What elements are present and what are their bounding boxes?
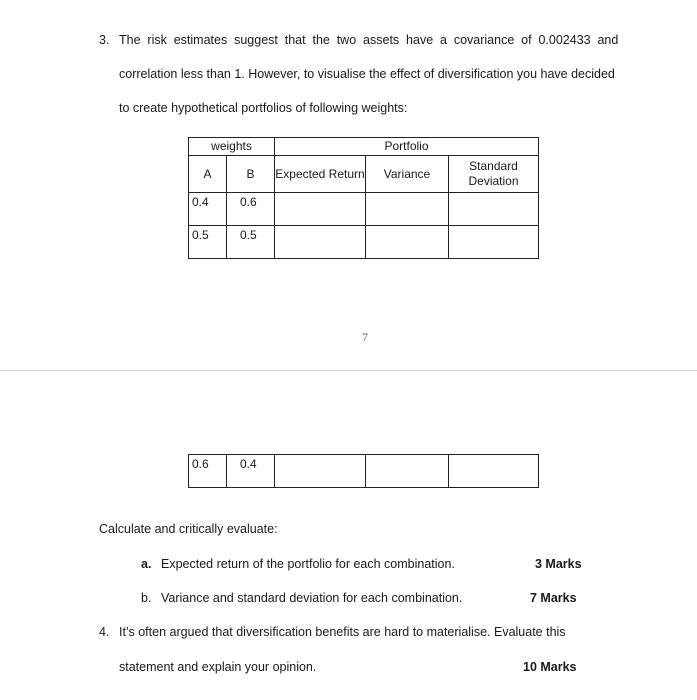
- part-b-letter: b.: [141, 591, 152, 605]
- std-dev-cell: [449, 455, 539, 488]
- expected-return-header: Expected Return: [275, 156, 366, 193]
- std-dev-cell: [449, 193, 539, 226]
- weight-a-cell: 0.4: [189, 193, 227, 226]
- question-4-number: 4.: [99, 625, 110, 639]
- question-4-marks: 10 Marks: [523, 660, 577, 674]
- expected-return-cell: [275, 226, 366, 259]
- weight-a-cell: 0.6: [189, 455, 227, 488]
- part-a-text: Expected return of the portfolio for each combination.: [161, 557, 455, 571]
- weight-b-cell: 0.6: [227, 193, 275, 226]
- question-3-line-2: correlation less than 1. However, to visualise the effect of diversification you have decided: [119, 67, 615, 81]
- variance-cell: [366, 455, 449, 488]
- question-3-line-3: to create hypothetical portfolios of following weights:: [119, 101, 408, 115]
- part-a-letter: a.: [141, 557, 152, 571]
- page-number: 7: [362, 330, 368, 344]
- page-divider: [0, 370, 697, 371]
- question-3-line-1: The risk estimates suggest that the two assets have a covariance of 0.002433 and: [119, 33, 619, 47]
- expected-return-cell: [275, 193, 366, 226]
- variance-cell: [366, 193, 449, 226]
- table-row: [189, 455, 539, 488]
- weights-table-continued: [188, 454, 539, 488]
- question-3-number: 3.: [99, 33, 110, 47]
- instructions: Calculate and critically evaluate:: [99, 522, 278, 536]
- weight-a-cell: 0.5: [189, 226, 227, 259]
- part-b-marks: 7 Marks: [530, 591, 577, 605]
- weight-b-cell: 0.5: [227, 226, 275, 259]
- part-a-marks: 3 Marks: [535, 557, 582, 571]
- table-row: [189, 226, 539, 259]
- weights-table: [188, 137, 539, 259]
- variance-cell: [366, 226, 449, 259]
- part-b-text: Variance and standard deviation for each combination.: [161, 591, 463, 605]
- expected-return-cell: [275, 455, 366, 488]
- column-a-header: A: [189, 156, 227, 193]
- std-dev-header: Standard Deviation: [449, 156, 539, 193]
- variance-header: Variance: [366, 156, 449, 193]
- table-row: [189, 193, 539, 226]
- question-4-line-2: statement and explain your opinion.: [119, 660, 317, 674]
- std-dev-cell: [449, 226, 539, 259]
- column-b-header: B: [227, 156, 275, 193]
- question-4-line-1: It’s often argued that diversification benefits are hard to materialise. Evaluate this: [119, 625, 566, 639]
- weight-b-cell: 0.4: [227, 455, 275, 488]
- weights-header: weights: [189, 138, 275, 156]
- portfolio-header: Portfolio: [275, 138, 539, 156]
